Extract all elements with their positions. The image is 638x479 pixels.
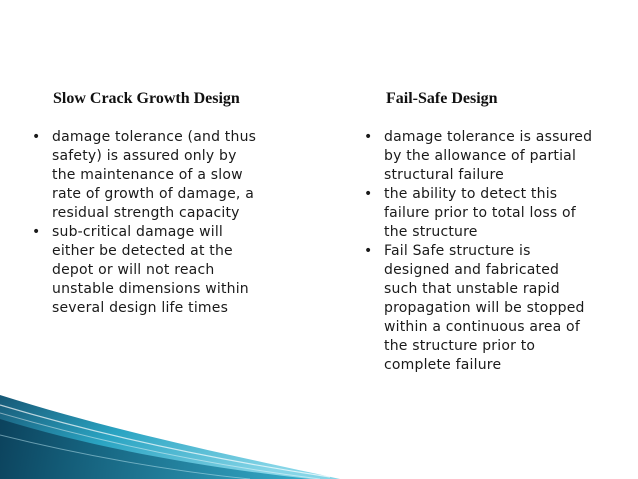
list-item-line: several design life times <box>52 300 229 316</box>
slow-crack-growth-heading: Slow Crack Growth Design <box>53 90 240 107</box>
list-item-line: failure prior to total loss of <box>384 205 576 221</box>
list-item-line: within a continuous area of <box>384 319 580 335</box>
bullet-icon: • <box>364 186 373 202</box>
list-item-line: designed and fabricated <box>384 262 560 278</box>
list-item-line: residual strength capacity <box>52 205 240 221</box>
slow-crack-growth-list <box>32 128 292 318</box>
list-item <box>32 223 292 318</box>
list-item-line: damage tolerance is assured <box>384 129 593 145</box>
list-item-line: depot or will not reach <box>52 262 215 278</box>
list-item-line: the ability to detect this <box>384 186 558 202</box>
list-item-line: safety) is assured only by <box>52 148 237 164</box>
list-item <box>32 128 292 223</box>
list-item-line: the maintenance of a slow <box>52 167 243 183</box>
list-item-line: damage tolerance (and thus <box>52 129 257 145</box>
list-item <box>364 128 632 185</box>
list-item-line: by the allowance of partial <box>384 148 577 164</box>
bullet-icon: • <box>364 129 373 145</box>
list-item-line: propagation will be stopped <box>384 300 585 316</box>
list-item-line: complete failure <box>384 357 502 373</box>
list-item-line: the structure prior to <box>384 338 536 354</box>
list-item <box>364 242 632 375</box>
list-item-line: structural failure <box>384 167 504 183</box>
bullet-icon: • <box>32 129 41 145</box>
list-item-line: rate of growth of damage, a <box>52 186 255 202</box>
bullet-icon: • <box>364 243 373 259</box>
list-item-line: either be detected at the <box>52 243 233 259</box>
list-item-line: such that unstable rapid <box>384 281 560 297</box>
list-item-line: unstable dimensions within <box>52 281 249 297</box>
bullet-icon: • <box>32 224 41 240</box>
corner-wave-decoration <box>0 395 340 479</box>
list-item-line: the structure <box>384 224 478 240</box>
list-item-line: Fail Safe structure is <box>384 243 531 259</box>
fail-safe-list <box>364 128 632 375</box>
list-item <box>364 185 632 242</box>
fail-safe-heading: Fail-Safe Design <box>386 90 498 107</box>
list-item-line: sub-critical damage will <box>52 224 223 240</box>
